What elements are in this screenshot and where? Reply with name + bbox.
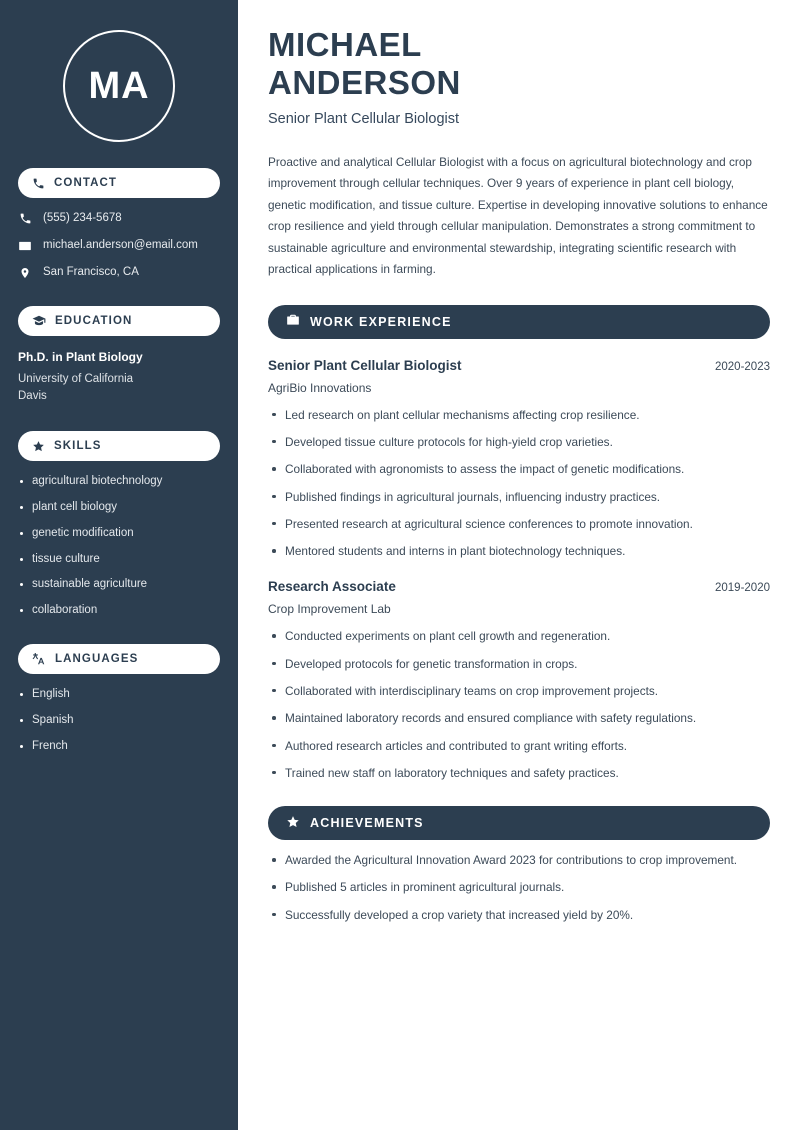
section-header-achievements — [268, 806, 770, 840]
location-pin-icon — [18, 266, 32, 280]
list-item: Published findings in agricultural journals, influencing industry practices. — [268, 488, 770, 506]
last-name: ANDERSON — [268, 63, 461, 101]
education-school: University of California — [18, 372, 134, 385]
sidebar — [0, 0, 238, 1130]
list-item: English — [18, 688, 220, 702]
contact-list — [18, 212, 220, 280]
list-item: Maintained laboratory records and ensured compliance with safety regulations. — [268, 709, 770, 727]
translate-icon — [32, 652, 46, 666]
section-title-contact: CONTACT — [54, 177, 118, 189]
list-item: collaboration — [18, 604, 220, 618]
page-title — [268, 26, 770, 102]
skills-list — [18, 475, 220, 618]
list-item: Spanish — [18, 714, 220, 728]
education-location: Davis — [18, 390, 47, 403]
job-dates: 2020-2023 — [715, 360, 770, 373]
education-degree: Ph.D. in Plant Biology — [18, 349, 143, 364]
list-item: plant cell biology — [18, 501, 220, 515]
list-item: agricultural biotechnology — [18, 475, 220, 489]
main-content — [238, 0, 800, 1130]
job-company: Crop Improvement Lab — [268, 602, 391, 617]
list-item: Presented research at agricultural science conferences to promote innovation. — [268, 515, 770, 533]
phone-icon — [18, 212, 32, 225]
contact-phone-value: (555) 234-5678 — [43, 212, 122, 224]
list-item: Authored research articles and contributed to grant writing efforts. — [268, 737, 770, 755]
professional-summary: Proactive and analytical Cellular Biologist with a focus on agricultural biotechnology and crop improvement through cellular techniques. Over 9 years of experience in plant cell biology, genetic modification, and tissue culture. Expertise in developing innovative solutions to enhance crop resilience and yield through cellular manipulation. Demonstrates a strong commitment to sustainable agriculture and environmental stewardship, integrating scientific research with practical applications in farming. — [268, 154, 768, 277]
avatar: MA — [63, 30, 175, 142]
section-title-work-experience: WORK EXPERIENCE — [310, 314, 452, 329]
section-title-languages: LANGUAGES — [55, 653, 139, 666]
list-item: Trained new staff on laboratory techniques and safety practices. — [268, 764, 770, 782]
job-role-subtitle: Senior Plant Cellular Biologist — [268, 110, 460, 127]
contact-location-value: San Francisco, CA — [43, 265, 139, 278]
first-name: MICHAEL — [268, 26, 422, 63]
contact-email — [18, 239, 220, 253]
job-company: AgriBio Innovations — [268, 380, 372, 395]
list-item: genetic modification — [18, 527, 220, 541]
education-entry — [18, 350, 220, 406]
contact-email-value: michael.anderson@email.com — [43, 238, 198, 251]
list-item: French — [18, 740, 220, 754]
list-item: tissue culture — [18, 553, 220, 567]
list-item: Conducted experiments on plant cell growth and regeneration. — [268, 627, 770, 645]
envelope-icon — [18, 239, 32, 253]
graduation-cap-icon — [32, 314, 46, 328]
contact-phone — [18, 212, 220, 226]
list-item: Published 5 articles in prominent agricultural journals. — [268, 878, 770, 896]
job-dates: 2019-2020 — [715, 582, 770, 595]
job-title: Research Associate — [268, 579, 396, 595]
job-entry — [268, 358, 770, 561]
achievements-list — [268, 851, 770, 924]
list-item: Developed tissue culture protocols for high-yield crop varieties. — [268, 433, 770, 451]
list-item: Led research on plant cellular mechanisms affecting crop resilience. — [268, 406, 770, 424]
job-header — [268, 358, 770, 373]
contact-location — [18, 266, 220, 280]
job-bullets — [268, 406, 770, 561]
list-item: Developed protocols for genetic transformation in crops. — [268, 655, 770, 673]
section-title-education: EDUCATION — [55, 314, 133, 327]
star-icon — [32, 440, 45, 453]
section-header-work-experience — [268, 305, 770, 339]
list-item: Mentored students and interns in plant biotechnology techniques. — [268, 542, 770, 560]
list-item: Collaborated with agronomists to assess the impact of genetic modifications. — [268, 460, 770, 478]
section-header-contact — [18, 168, 220, 198]
section-header-education — [18, 306, 220, 336]
job-header — [268, 579, 770, 594]
avatar-wrap — [18, 30, 220, 142]
job-bullets — [268, 627, 770, 782]
section-header-skills — [18, 431, 220, 461]
list-item: Successfully developed a crop variety that increased yield by 20%. — [268, 906, 770, 924]
star-icon — [286, 815, 300, 832]
section-header-languages — [18, 644, 220, 674]
section-title-skills: SKILLS — [54, 440, 102, 453]
briefcase-icon — [286, 313, 300, 330]
list-item: Collaborated with interdisciplinary teams on crop improvement projects. — [268, 682, 770, 700]
phone-icon — [32, 177, 45, 190]
job-title: Senior Plant Cellular Biologist — [268, 357, 462, 373]
list-item: Awarded the Agricultural Innovation Award 2023 for contributions to crop improvement. — [268, 851, 770, 869]
job-entry — [268, 579, 770, 782]
section-title-achievements: ACHIEVEMENTS — [310, 816, 424, 831]
list-item: sustainable agriculture — [18, 578, 220, 592]
languages-list — [18, 688, 220, 753]
